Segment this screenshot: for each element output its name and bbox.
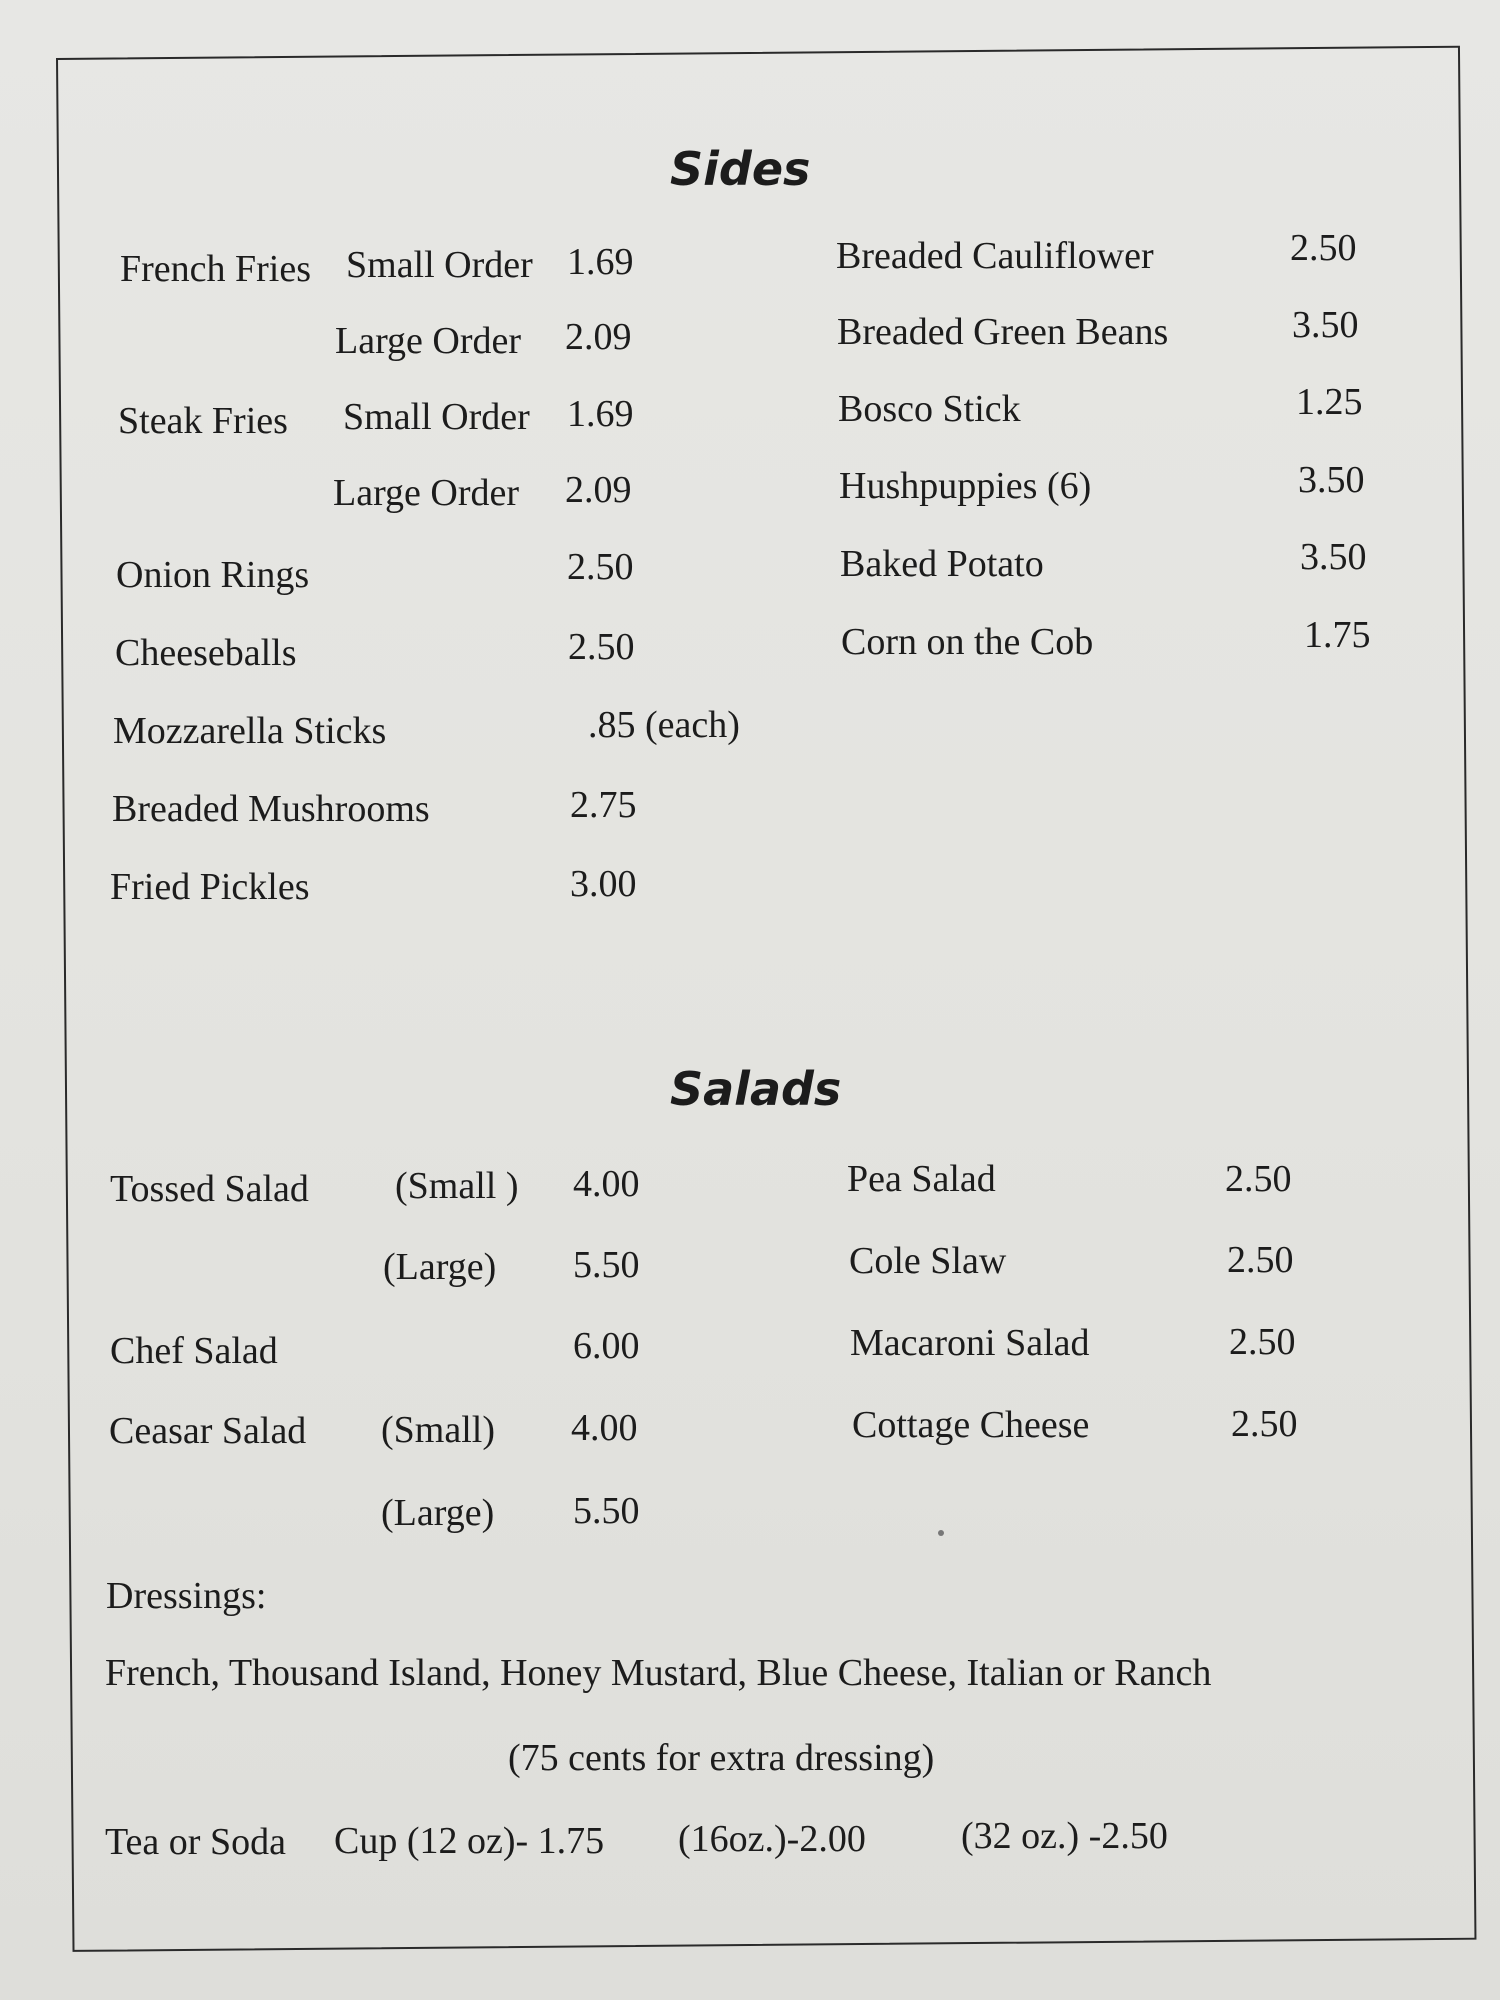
item-name: Tossed Salad bbox=[110, 1168, 309, 1210]
extra-dressing-note: (75 cents for extra dressing) bbox=[508, 1737, 935, 1779]
item-price: 6.00 bbox=[573, 1325, 640, 1367]
item-price: 2.50 bbox=[568, 626, 635, 668]
item-name: Hushpuppies (6) bbox=[839, 465, 1092, 507]
item-name: Fried Pickles bbox=[110, 866, 310, 908]
item-price: 4.00 bbox=[573, 1163, 640, 1205]
item-price: 1.25 bbox=[1296, 381, 1363, 423]
item-price: 1.69 bbox=[567, 393, 634, 435]
item-price: 2.09 bbox=[565, 316, 632, 358]
ink-speck bbox=[938, 1530, 944, 1536]
item-price: 5.50 bbox=[573, 1490, 640, 1532]
item-price: 2.50 bbox=[567, 546, 634, 588]
item-name: Cottage Cheese bbox=[852, 1404, 1090, 1446]
item-name: Ceasar Salad bbox=[109, 1410, 307, 1452]
item-name: Corn on the Cob bbox=[841, 621, 1094, 663]
item-name: Onion Rings bbox=[116, 554, 310, 596]
item-price: 1.69 bbox=[567, 241, 634, 283]
item-price: 3.50 bbox=[1298, 459, 1365, 501]
item-name: Breaded Green Beans bbox=[837, 311, 1169, 353]
item-name: Pea Salad bbox=[847, 1158, 996, 1200]
item-name: Steak Fries bbox=[118, 400, 288, 442]
item-price: 5.50 bbox=[573, 1244, 640, 1286]
item-name: Cheeseballs bbox=[115, 632, 297, 674]
item-name: Baked Potato bbox=[840, 543, 1044, 585]
size-label: Large Order bbox=[333, 472, 520, 514]
item-name: Tea or Soda bbox=[105, 1821, 286, 1863]
size-label: Small Order bbox=[346, 244, 533, 286]
item-price: 3.50 bbox=[1300, 536, 1367, 578]
size-label: (Large) bbox=[381, 1492, 495, 1534]
item-name: Chef Salad bbox=[110, 1330, 278, 1372]
item-price: 3.00 bbox=[570, 863, 637, 905]
drink-size-cup: Cup (12 oz)- 1.75 bbox=[334, 1820, 605, 1862]
item-price: .85 (each) bbox=[588, 704, 740, 746]
item-price: 1.75 bbox=[1304, 614, 1371, 656]
item-price: 2.50 bbox=[1229, 1321, 1296, 1363]
item-price: 4.00 bbox=[571, 1407, 638, 1449]
drink-size-medium: (16oz.)-2.00 bbox=[678, 1818, 866, 1860]
item-price: 2.50 bbox=[1225, 1158, 1292, 1200]
size-label: Small Order bbox=[343, 396, 530, 438]
item-name: Cole Slaw bbox=[849, 1240, 1007, 1282]
sides-heading: Sides bbox=[670, 142, 811, 196]
item-price: 2.50 bbox=[1227, 1239, 1294, 1281]
item-name: French Fries bbox=[120, 248, 312, 290]
item-price: 2.75 bbox=[570, 784, 637, 826]
item-name: Mozzarella Sticks bbox=[113, 710, 387, 752]
dressings-label: Dressings: bbox=[106, 1575, 267, 1617]
item-price: 2.50 bbox=[1231, 1403, 1298, 1445]
size-label: (Large) bbox=[383, 1246, 497, 1288]
item-name: Bosco Stick bbox=[838, 388, 1021, 430]
salads-heading: Salads bbox=[670, 1062, 842, 1116]
size-label: (Small) bbox=[381, 1409, 495, 1451]
item-name: Breaded Cauliflower bbox=[836, 235, 1154, 277]
dressings-list: French, Thousand Island, Honey Mustard, Blue Cheese, Italian or Ranch bbox=[105, 1652, 1212, 1694]
size-label: (Small ) bbox=[395, 1165, 519, 1207]
item-price: 2.50 bbox=[1290, 227, 1357, 269]
item-price: 2.09 bbox=[565, 469, 632, 511]
item-name: Macaroni Salad bbox=[850, 1322, 1090, 1364]
item-price: 3.50 bbox=[1292, 304, 1359, 346]
item-name: Breaded Mushrooms bbox=[112, 788, 430, 830]
size-label: Large Order bbox=[335, 320, 522, 362]
drink-size-large: (32 oz.) -2.50 bbox=[961, 1815, 1168, 1857]
